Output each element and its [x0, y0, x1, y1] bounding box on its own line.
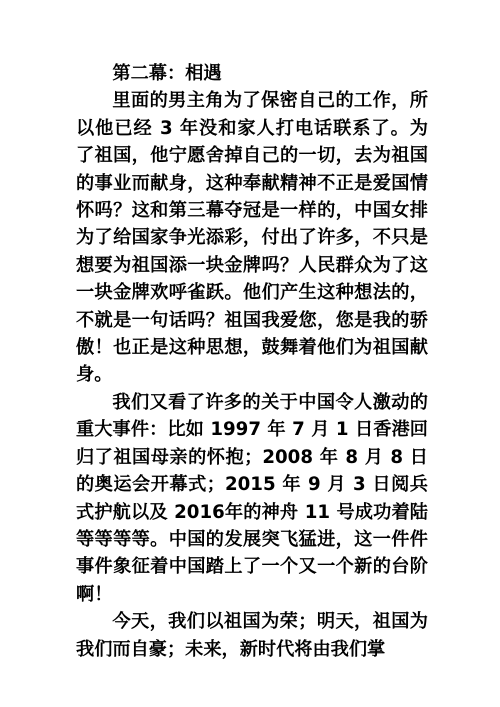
- paragraph-2: 我们又看了许多的关于中国令人激动的重大事件：比如 1997 年 7 月 1 日香港回归了祖国母亲的怀抱；2008 年 8 月 8 日的奥运会开幕式；2015 年 9 月 3 日阅兵式护航以及 2016年的神舟 11 号成功着陆等等等等。中国的发展突飞猛进，这一件件事件象征着中国踏上了一个又一个新的台阶啊！: [76, 391, 428, 605]
- paragraph-3: 今天，我们以祖国为荣；明天，祖国为我们而自豪；未来，新时代将由我们掌: [76, 611, 428, 660]
- section-heading: 第二幕：相遇: [112, 63, 222, 84]
- paragraph-1: 里面的男主角为了保密自己的工作，所以他已经 3 年没和家人打电话联系了。为了祖国，他宁愿舍掉自己的一切，去为祖国的事业而献身，这种奉献精神不正是爱国情怀吗？这和第三幕夺冠是一样的，中国女排为了给国家争光添彩，付出了许多，不只是想要为祖国添一块金牌吗？人民群众为了这一块金牌欢呼雀跃。他们产生这种想法的，不就是一句话吗？祖国我爱您，您是我的骄傲！也正是这种思想，鼓舞着他们为祖国献身。: [76, 90, 428, 386]
